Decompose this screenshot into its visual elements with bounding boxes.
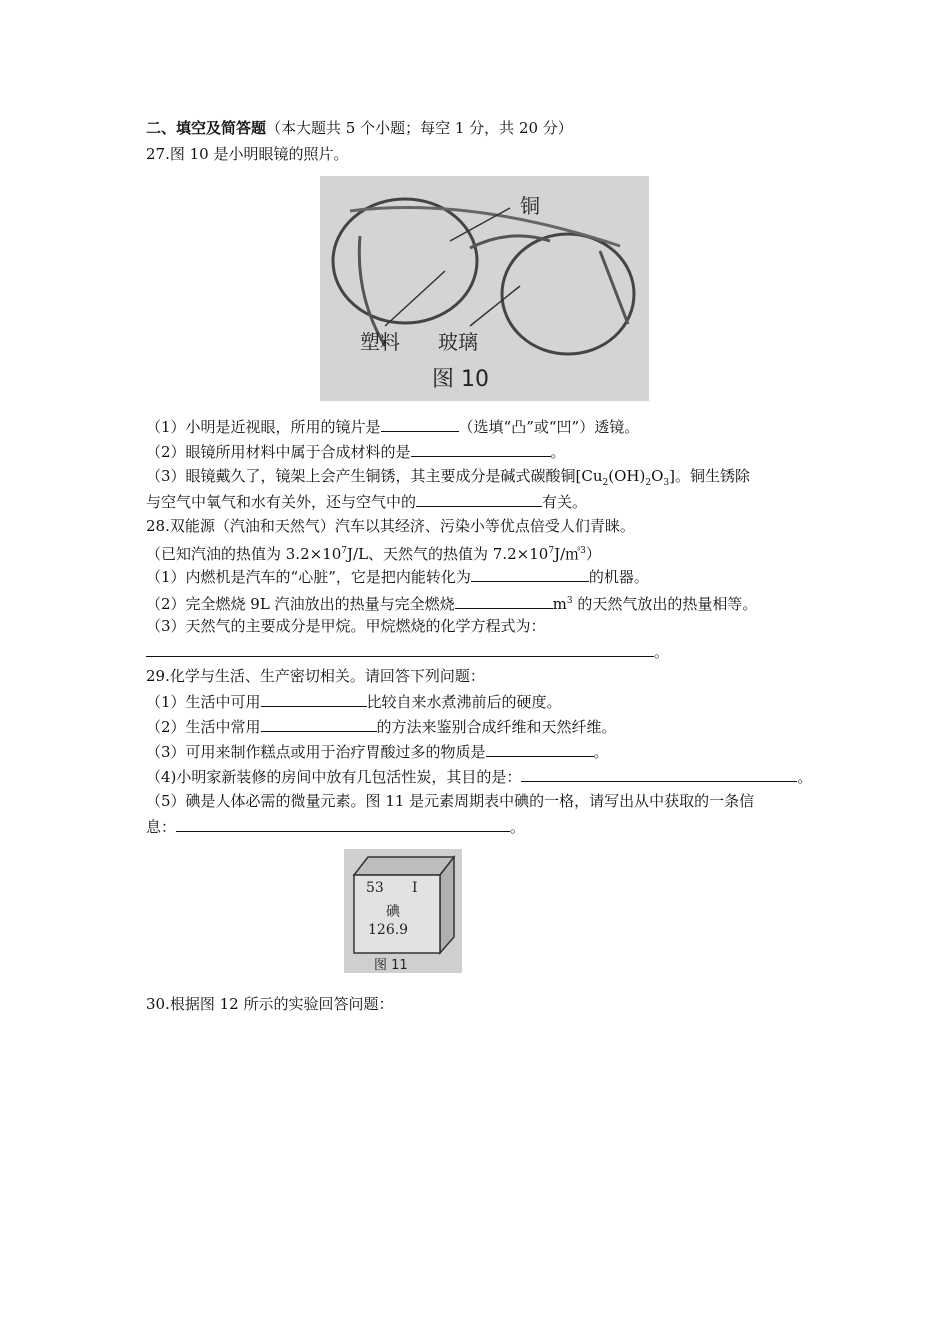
q28-part2: （2）完全燃烧 9L 汽油放出的热量与完全燃烧 $m^3$ 的天然气放出的热量相等。 <box>146 595 758 613</box>
q28-part1: （1）内燃机是汽车的“心脏”，它是把内能转化为 的机器。 <box>146 568 649 586</box>
q29-blank4[interactable] <box>521 766 797 782</box>
q27-part2: （2）眼镜所用材料中属于合成材料的是 。 <box>146 443 566 461</box>
q29-blank2[interactable] <box>261 716 377 732</box>
q29-part3: （3）可用来制作糕点或用于治疗胃酸过多的物质是 。 <box>146 743 609 761</box>
figure-11-caption: 图 11 <box>374 958 408 973</box>
q29-part5-line1: （5）碘是人体必需的微量元素。图 11 是元素周期表中碘的一格，请写出从中获取的一条信 <box>146 792 755 810</box>
q29-part2: （2）生活中常用 的方法来鉴别合成纤维和天然纤维。 <box>146 718 617 736</box>
q28-known: （已知汽油的热值为 $3.2\times 10^7J/L$、天然气的热值为 $7.2\times 10^7J/㎥^3$） <box>146 545 601 563</box>
q28-stem: 28.双能源（汽油和天然气）汽车以其经济、污染小等优点倍受人们青睐。 <box>146 517 635 535</box>
glasses-photo <box>320 176 649 401</box>
element-symbol: I <box>412 880 418 896</box>
q27-blank1[interactable] <box>381 416 459 432</box>
q28-blank2[interactable] <box>455 593 553 609</box>
atomic-number: 53 <box>366 880 384 896</box>
element-name: 碘 <box>386 904 400 920</box>
q30-stem: 30.根据图 12 所示的实验回答问题： <box>146 995 394 1013</box>
q27-blank2[interactable] <box>411 441 551 457</box>
q28-part3: （3）天然气的主要成分是甲烷。甲烷燃烧的化学方程式为： <box>146 617 546 635</box>
q27-part3-line1: （3）眼镜戴久了，镜架上会产生铜锈，其主要成分是碱式碳酸铜$[Cu_2(OH)_2O_3]$。铜生锈除 <box>146 467 751 488</box>
q27-stem: 27.图 10 是小明眼镜的照片。 <box>146 145 349 163</box>
q29-stem: 29.化学与生活、生产密切相关。请回答下列问题： <box>146 667 485 685</box>
q29-part1: （1）生活中可用 比较自来水煮沸前后的硬度。 <box>146 693 562 711</box>
figure-10-caption: 图 10 <box>432 367 489 392</box>
atomic-mass: 126.9 <box>368 922 409 938</box>
section-note: （本大题共 5 个小题；每空 1 分，共 20 分） <box>266 119 573 137</box>
iodine-element-card <box>344 849 462 973</box>
q27-part1: （1）小明是近视眼，所用的镜片是 （选填“凸”或“凹”）透镜。 <box>146 418 640 436</box>
q27-part3-line2: 与空气中氧气和水有关外，还与空气中的 有关。 <box>146 493 588 511</box>
q28-part3-answer: 。 <box>146 641 669 662</box>
q27-blank3[interactable] <box>416 491 542 507</box>
q28-blank1[interactable] <box>471 566 589 582</box>
q28-blank3[interactable] <box>146 641 654 657</box>
label-plastic: 塑料 <box>360 330 400 354</box>
label-copper: 铜 <box>520 194 540 218</box>
q29-blank5[interactable] <box>176 816 510 832</box>
q29-blank3[interactable] <box>486 741 594 757</box>
q29-blank1[interactable] <box>261 691 367 707</box>
q29-part5-line2: 息： 。 <box>146 818 526 836</box>
q29-part4: （4)小明家新装修的房间中放有几包活性炭，其目的是： 。 <box>146 768 813 786</box>
label-glass: 玻璃 <box>438 330 478 354</box>
section-heading <box>146 118 573 138</box>
section-title: 二、填空及简答题 <box>146 119 267 137</box>
